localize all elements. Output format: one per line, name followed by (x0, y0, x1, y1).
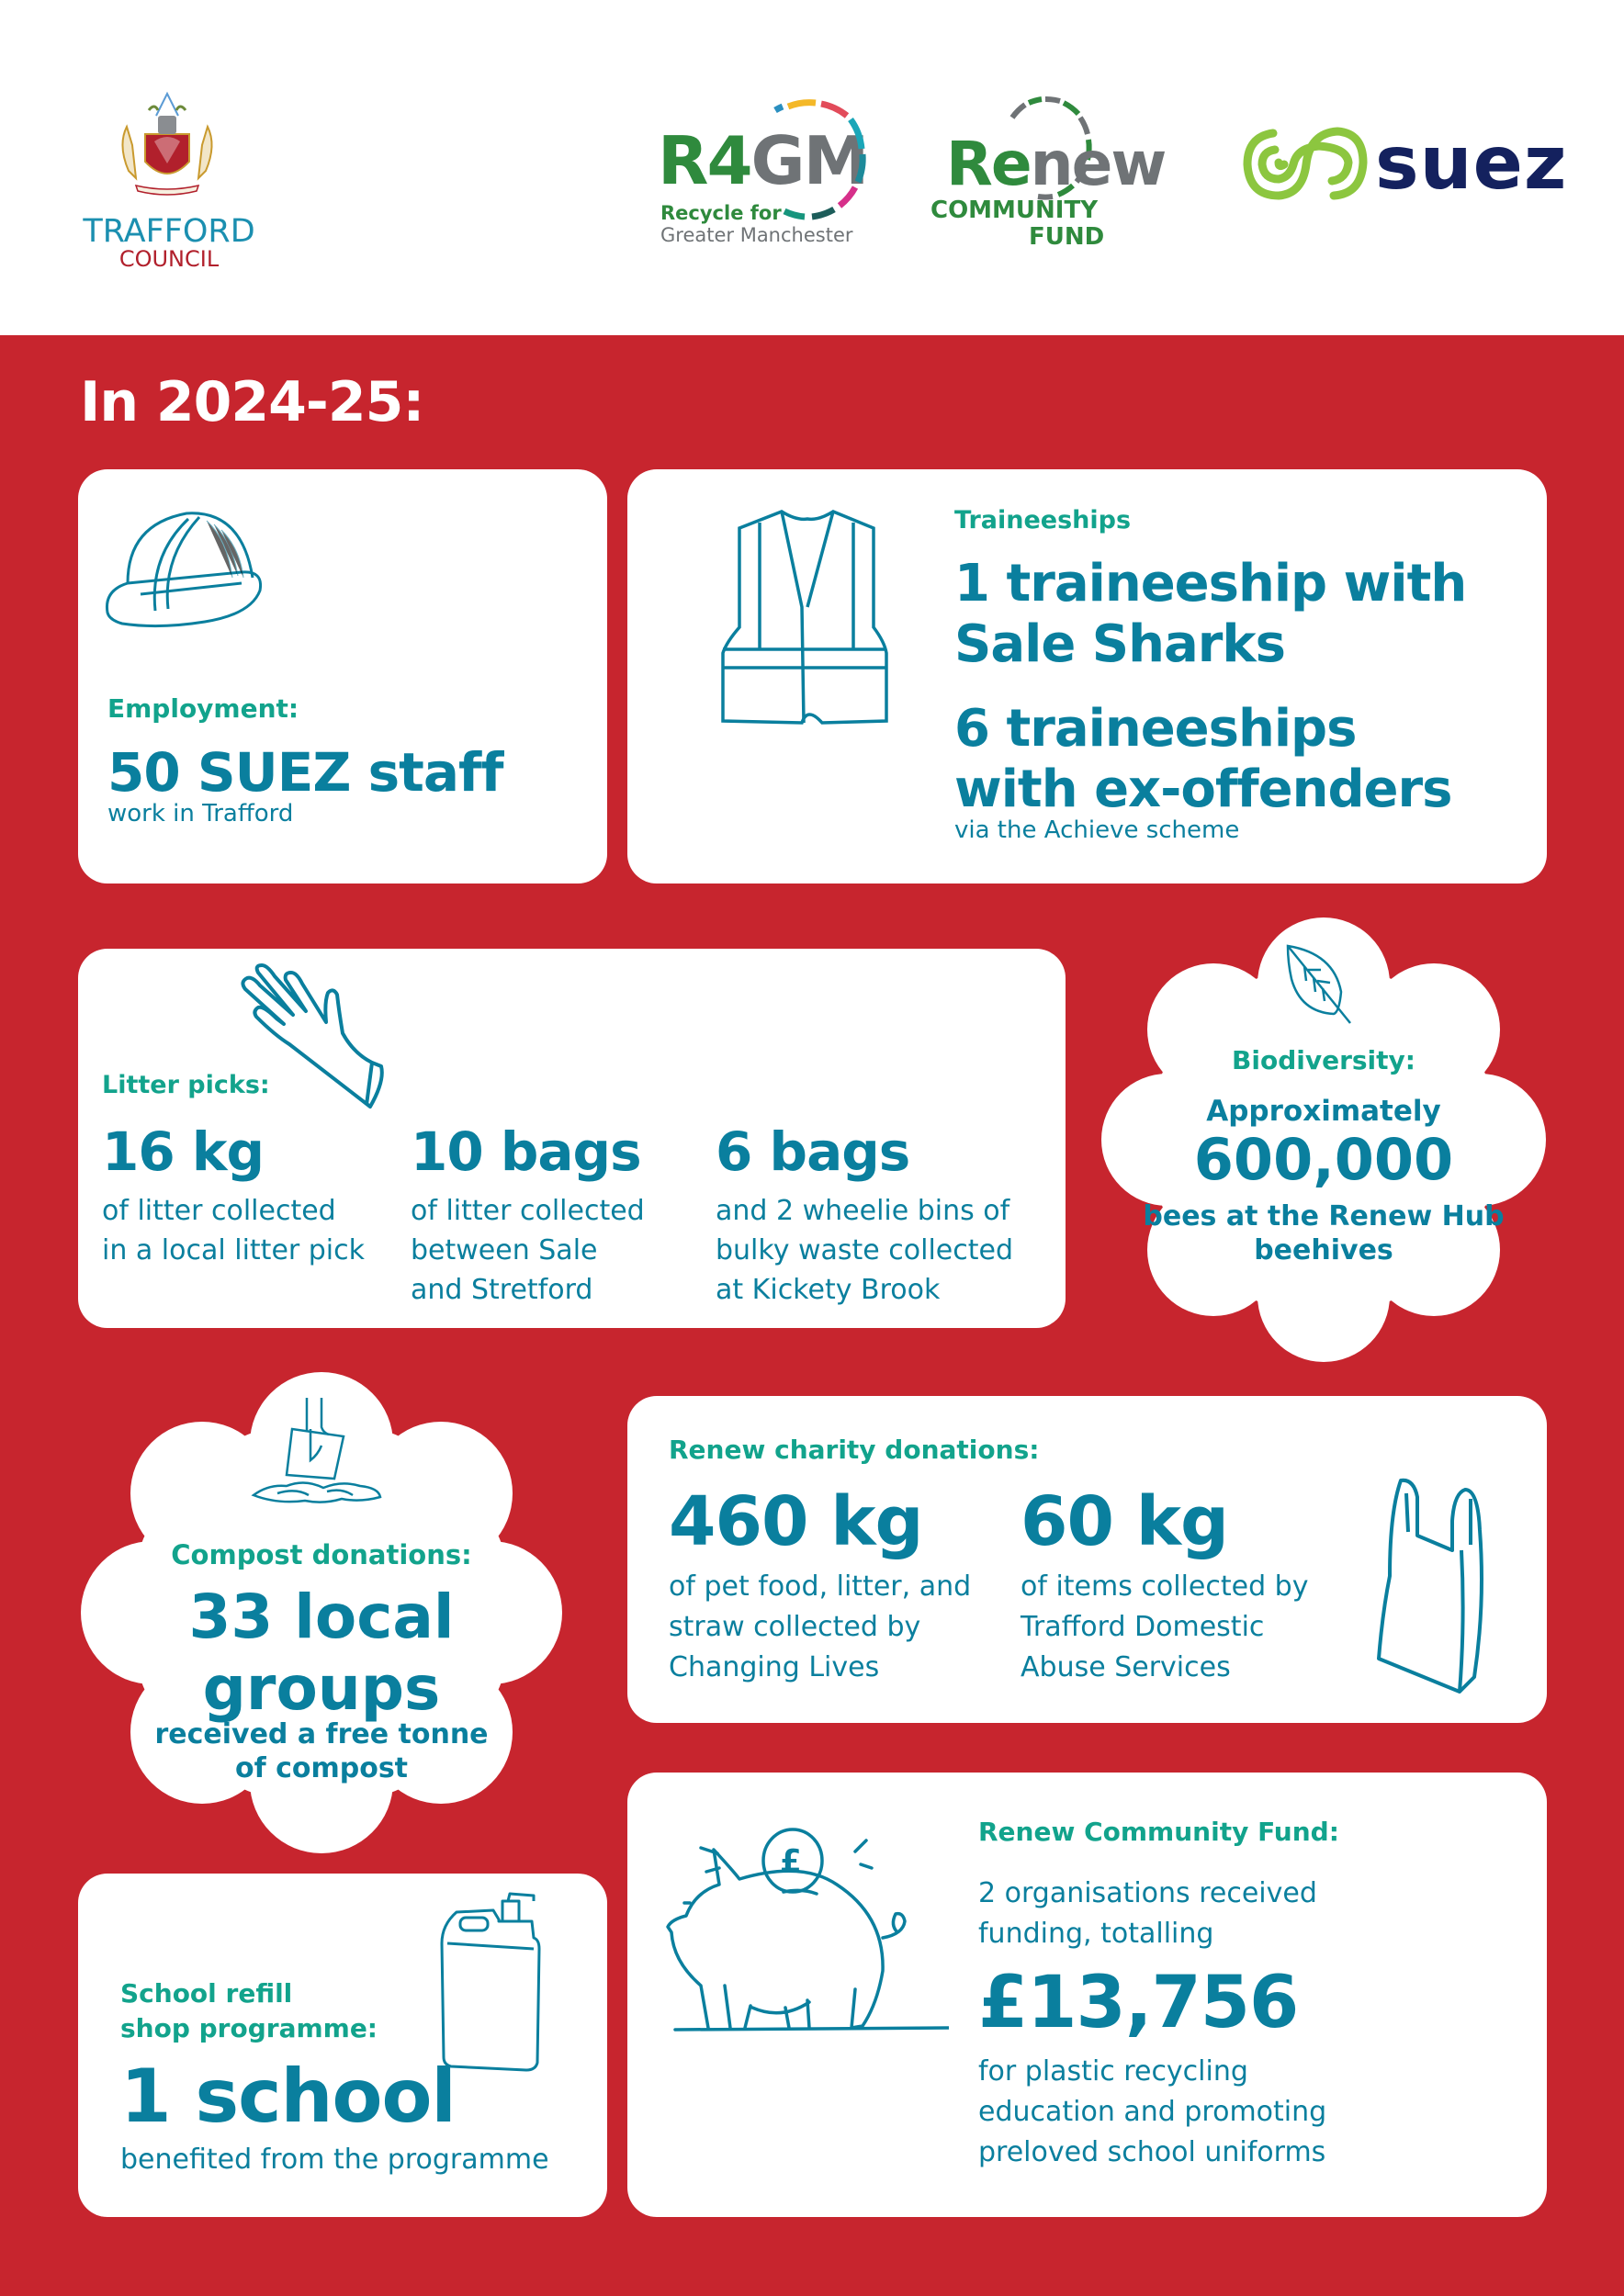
desc-line: of litter collected (102, 1195, 336, 1227)
traineeships-label: Traineeships (954, 506, 1132, 535)
traineeships-card (627, 469, 1547, 884)
compost-label: Compost donations: (171, 1539, 472, 1570)
biodiversity-value: 600,000 (1193, 1126, 1454, 1193)
desc-line: at Kickety Brook (716, 1274, 941, 1306)
fund-value: £13,756 (978, 1962, 1299, 2044)
desc-line: of litter collected (411, 1195, 645, 1227)
suez-wordmark: suez (1375, 120, 1568, 206)
intro-line: funding, totalling (978, 1918, 1214, 1950)
r4gm-mark-r4: R4 (658, 122, 751, 199)
employment-value: 50 SUEZ staff (107, 741, 503, 804)
charity-stat-value: 60 kg (1021, 1482, 1228, 1561)
charity-stat-desc (1021, 1567, 1351, 1688)
desc-line: and 2 wheelie bins of (716, 1195, 1010, 1227)
traineeship-sale-sharks (954, 554, 1466, 675)
pound-coin-symbol: £ (780, 1843, 802, 1880)
desc-line: for plastic recycling (978, 2055, 1248, 2088)
trafford-council-wordmark: COUNCIL (118, 246, 220, 272)
desc-line: bees at the Renew Hub (1143, 1200, 1505, 1232)
carrier-bag-icon (1370, 1475, 1517, 1695)
charity-stat-60kg (1021, 1484, 1351, 1688)
charity-stat-value: 460 kg (669, 1482, 923, 1561)
compost-desc (73, 1717, 570, 1785)
compost-value (73, 1581, 570, 1725)
desc-line: Changing Lives (669, 1651, 880, 1683)
desc-line: and Stretford (411, 1274, 593, 1306)
desc-line: preloved school uniforms (978, 2136, 1326, 2168)
label-line: shop programme: (120, 2013, 378, 2043)
r4gm-tagline-1: Recycle for (660, 202, 782, 224)
traineeships-desc: via the Achieve scheme (954, 816, 1240, 844)
desc-line: between Sale (411, 1234, 598, 1266)
fund-intro (978, 1874, 1317, 1954)
piggy-bank-icon (664, 1824, 949, 2099)
desc-line: of items collected by (1021, 1570, 1309, 1603)
litter-stat-value: 10 bags (411, 1120, 641, 1183)
desc-line: beehives (1254, 1234, 1393, 1266)
litter-picks-card (78, 949, 1066, 1328)
refill-bottle-icon (438, 1892, 547, 2076)
desc-line: Abuse Services (1021, 1651, 1231, 1683)
value-line: 33 local (188, 1581, 455, 1652)
renew-logo (946, 129, 1165, 199)
litter-stat-desc (102, 1191, 396, 1270)
traineeship-line-4: with ex-offenders (954, 760, 1452, 819)
traineeship-line-2: Sale Sharks (954, 614, 1285, 674)
community-fund-card (627, 1773, 1547, 2217)
litter-stat-16kg (102, 1120, 396, 1270)
desc-line: received a free tonne (154, 1718, 489, 1750)
litter-stat-value: 16 kg (102, 1120, 264, 1183)
trafford-wordmark: TRAFFORD (83, 213, 255, 250)
fund-label: Renew Community Fund: (978, 1817, 1339, 1847)
biodiversity-label: Biodiversity: (1232, 1045, 1415, 1075)
suez-swirl-icon (1242, 124, 1369, 203)
renew-mark-re: Re (946, 129, 1031, 199)
traineeship-line-1: 1 traineeship with (954, 554, 1467, 613)
desc-line: straw collected by (669, 1611, 921, 1643)
charity-label: Renew charity donations: (669, 1435, 1040, 1465)
litter-stat-6bags (716, 1120, 1055, 1310)
school-refill-card (78, 1874, 607, 2217)
traineeship-line-3: 6 traineeships (954, 699, 1357, 759)
charity-stat-desc (669, 1567, 999, 1688)
employment-label: Employment: (107, 693, 299, 724)
hi-vis-vest-icon (712, 506, 905, 726)
value-line: groups (202, 1653, 441, 1724)
trafford-crest-icon (108, 90, 226, 198)
biodiversity-desc (1099, 1199, 1549, 1267)
charity-donations-card (627, 1396, 1547, 1723)
desc-line: of pet food, litter, and (669, 1570, 972, 1603)
litter-stat-desc (411, 1191, 705, 1310)
spade-in-soil-icon (250, 1396, 384, 1508)
traineeships-ex-offenders (954, 699, 1451, 820)
fund-desc (978, 2052, 1326, 2173)
header-logo-bar (0, 0, 1624, 335)
litter-stat-value: 6 bags (716, 1120, 910, 1183)
charity-stat-460kg (669, 1484, 999, 1688)
renew-community-text: COMMUNITY (930, 197, 1099, 224)
renew-mark-new: new (1030, 129, 1166, 199)
r4gm-mark-gm: GM (750, 122, 868, 199)
page-title: In 2024-25: (80, 370, 424, 434)
litter-stat-10bags (411, 1120, 705, 1310)
employment-desc: work in Trafford (107, 800, 294, 827)
desc-line: bulky waste collected (716, 1234, 1014, 1266)
desc-line: in a local litter pick (102, 1234, 366, 1266)
litter-picks-label: Litter picks: (102, 1071, 270, 1099)
school-label (120, 1976, 378, 2046)
renew-fund-text: FUND (1029, 223, 1105, 251)
biodiversity-pre: Approximately (1206, 1095, 1441, 1128)
school-desc: benefited from the programme (120, 2144, 549, 2176)
desc-line: of compost (234, 1752, 409, 1784)
leaf-icon (1284, 942, 1354, 1027)
r4gm-tagline-2: Greater Manchester (660, 224, 853, 246)
school-value: 1 school (120, 2054, 456, 2139)
hard-hat-icon (104, 506, 269, 635)
employment-card (78, 469, 607, 884)
desc-line: education and promoting (978, 2096, 1327, 2128)
label-line: School refill (120, 1978, 293, 2009)
desc-line: Trafford Domestic (1021, 1611, 1265, 1643)
litter-stat-desc (716, 1191, 1055, 1310)
intro-line: 2 organisations received (978, 1877, 1317, 1909)
